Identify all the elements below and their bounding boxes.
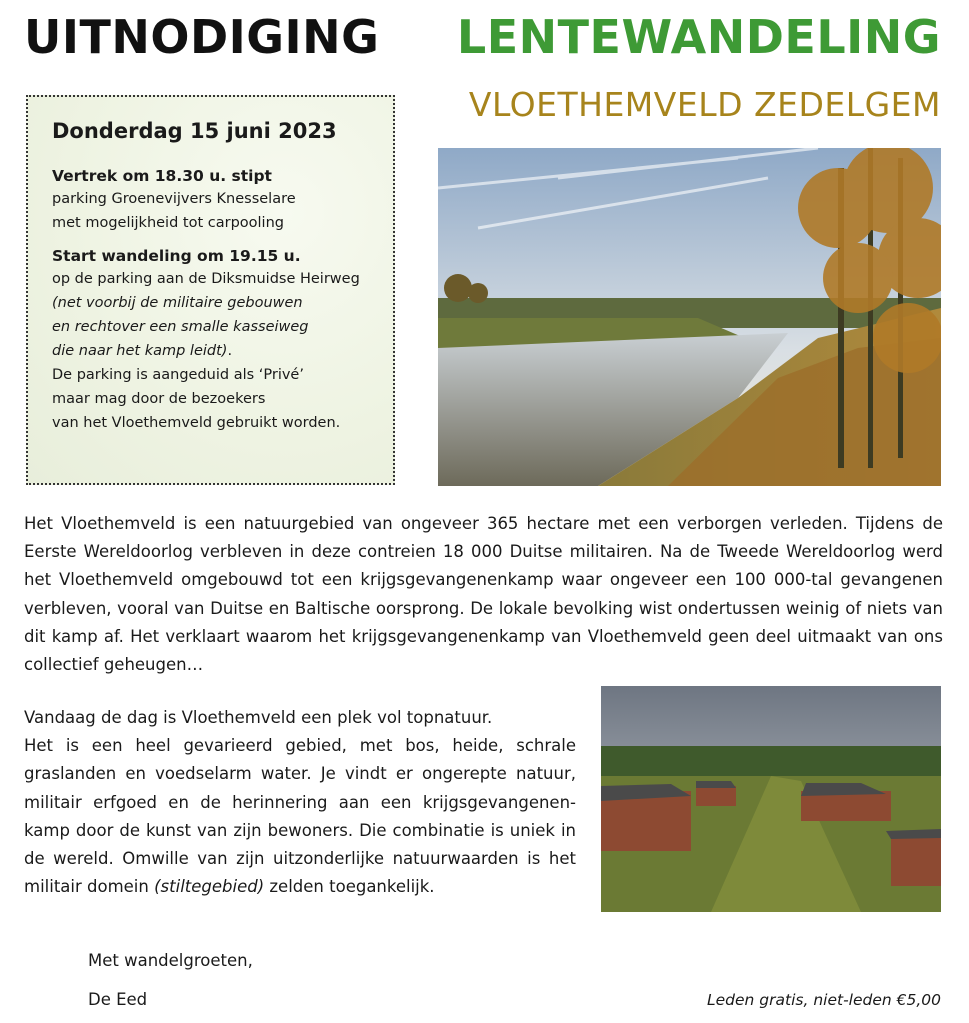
departure-line-2: met mogelijkheid tot carpooling xyxy=(52,215,284,231)
subtitle-location: VLOETHEMVELD ZEDELGEM xyxy=(468,85,941,124)
camp-photo-barracks xyxy=(601,686,941,912)
start-note-1: (net voorbij de militaire gebouwen xyxy=(52,295,303,311)
start-note-period: . xyxy=(227,343,233,359)
body-paragraph-2 xyxy=(24,704,576,901)
today-line: Vandaag de dag is Vloethemveld een plek vol topnatuur. xyxy=(24,708,493,727)
departure-line-1: parking Groenevijvers Knesselare xyxy=(52,191,296,207)
parking-line-3: van het Vloethemveld gebruikt worden. xyxy=(52,415,341,431)
event-date: Donderdag 15 juni 2023 xyxy=(52,119,337,143)
title-uitnodiging: UITNODIGING xyxy=(24,10,380,64)
departure-heading: Vertrek om 18.30 u. stipt xyxy=(52,167,272,185)
parking-line-2: maar mag door de bezoekers xyxy=(52,391,266,407)
info-box xyxy=(26,95,395,485)
start-note-2: en rechtover een smalle kasseiweg xyxy=(52,319,309,335)
nature-paragraph xyxy=(24,732,576,901)
nature-text-b: zelden toegankelijk. xyxy=(264,877,435,897)
nature-text-italic: (stiltegebied) xyxy=(154,877,265,897)
signature: De Eed xyxy=(88,990,148,1009)
fee-note: Leden gratis, niet-leden €5,00 xyxy=(707,991,941,1009)
closing-greeting: Met wandelgroeten, xyxy=(88,951,253,970)
start-note-3: die naar het kamp leidt) xyxy=(52,343,228,359)
landscape-photo-river xyxy=(438,148,941,486)
start-line-1: op de parking aan de Diksmuidse Heirweg xyxy=(52,271,360,287)
parking-line-1: De parking is aangeduid als ‘Privé’ xyxy=(52,367,304,383)
nature-text-a: Het is een heel gevarieerd gebied, met bos, heide, schrale graslanden en voedselarm water. Je vindt er ongerepte natuur, militair erfgoed en de herinnering aan een krijgsgevangenen-kamp door de kunst van zijn bewoners. Die combinatie is uniek in de wereld. Omwille van zijn uitzonderlijke natuurwaarden is het militair domein xyxy=(24,736,576,897)
title-lentewandeling: LENTEWANDELING xyxy=(456,10,941,64)
body-paragraph-1 xyxy=(24,510,943,679)
start-heading: Start wandeling om 19.15 u. xyxy=(52,247,301,265)
history-paragraph: Het Vloethemveld is een natuurgebied van ongeveer 365 hectare met een verborgen verleden. Tijdens de Eerste Wereldoorlog verbleven in deze contreien 18 000 Duitse militairen. Na de Tweede Wereldoorlog werd het Vloethemveld omgebouwd tot een krijgsgevangenenkamp waar ongeveer een 100 000-tal gevangenen verbleven, vooral van Duitse en Baltische oorsprong. De lokale bevolking wist ondertussen weinig of niets van dit kamp af. Het verklaart waarom het krijgsgevangenenkamp van Vloethemveld geen deel uitmaakt van ons collectief geheugen… xyxy=(24,514,943,675)
